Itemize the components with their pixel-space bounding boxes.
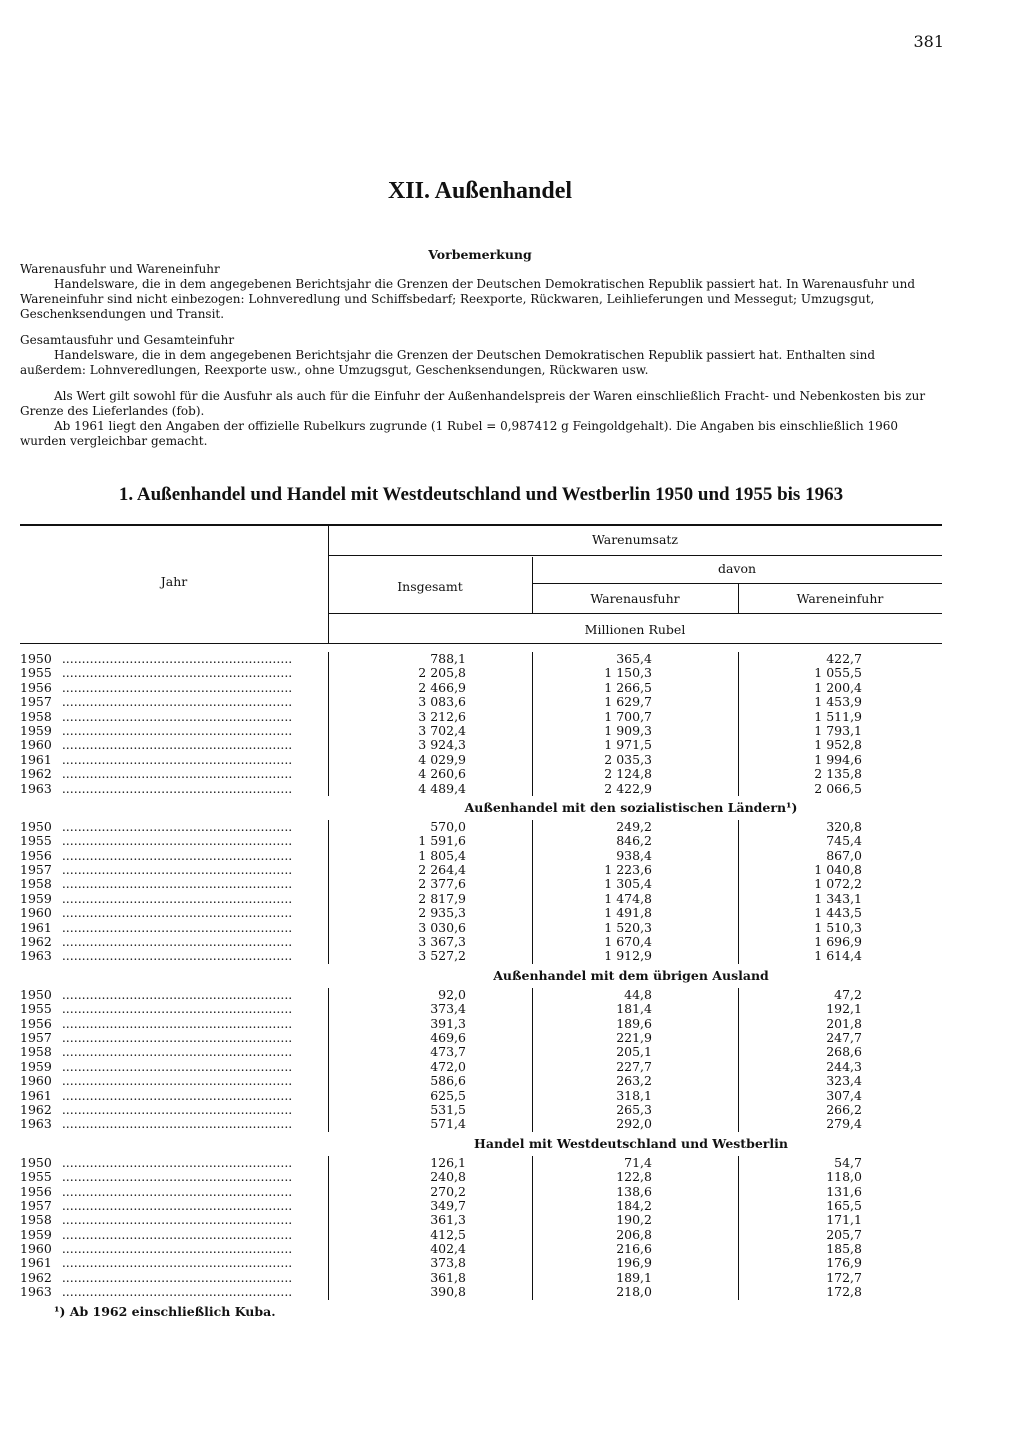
cell-exports: 365,4 bbox=[616, 651, 652, 666]
row-year: 1960 .......................................................... bbox=[20, 1074, 293, 1089]
table-row bbox=[20, 834, 942, 848]
header-unit: Millionen Rubel bbox=[584, 622, 686, 637]
row-year: 1955 .......................................................... bbox=[20, 1002, 293, 1017]
cell-exports: 218,0 bbox=[616, 1284, 652, 1300]
table-row bbox=[20, 1060, 942, 1074]
cell-total: 126,1 bbox=[430, 1154, 466, 1170]
leader-dots: .......................................................... bbox=[61, 1213, 293, 1228]
cell-imports: 165,5 bbox=[826, 1197, 862, 1213]
cell-total: 3 083,6 bbox=[418, 694, 466, 710]
leader-dots: .......................................................... bbox=[61, 723, 293, 738]
leader-dots: .......................................................... bbox=[61, 863, 293, 878]
cell-imports: 47,2 bbox=[834, 986, 862, 1002]
cell-total: 2 377,6 bbox=[418, 876, 466, 892]
leader-dots: .......................................................... bbox=[61, 891, 293, 906]
page-number: 381 bbox=[913, 32, 944, 51]
row-year: 1962 .......................................................... bbox=[20, 935, 293, 950]
cell-exports: 138,6 bbox=[616, 1183, 652, 1199]
table-row bbox=[20, 935, 942, 949]
leader-dots: .......................................................... bbox=[61, 752, 293, 767]
cell-exports: 181,4 bbox=[616, 1001, 652, 1017]
row-year: 1962 .......................................................... bbox=[20, 767, 293, 782]
cell-exports: 292,0 bbox=[616, 1116, 652, 1132]
row-year: 1956 .......................................................... bbox=[20, 680, 293, 695]
row-year: 1959 .......................................................... bbox=[20, 891, 293, 906]
cell-total: 402,4 bbox=[430, 1241, 466, 1257]
cell-exports: 1 670,4 bbox=[604, 934, 652, 950]
cell-imports: 1 072,2 bbox=[814, 876, 862, 892]
cell-imports: 307,4 bbox=[826, 1087, 862, 1103]
cell-total: 2 264,4 bbox=[418, 862, 466, 878]
leader-dots: .......................................................... bbox=[61, 695, 293, 710]
cell-imports: 1 994,6 bbox=[814, 751, 862, 767]
leader-dots: .......................................................... bbox=[61, 1184, 293, 1199]
cell-imports: 192,1 bbox=[826, 1001, 862, 1017]
row-year: 1961 .......................................................... bbox=[20, 920, 293, 935]
cell-imports: 1 510,3 bbox=[814, 919, 862, 935]
leader-dots: .......................................................... bbox=[61, 709, 293, 724]
cell-total: 3 924,3 bbox=[418, 737, 466, 753]
cell-imports: 172,7 bbox=[826, 1269, 862, 1285]
cell-imports: 247,7 bbox=[826, 1029, 862, 1045]
table-row bbox=[20, 1031, 942, 1045]
table-row bbox=[20, 1156, 942, 1170]
row-year: 1959 .......................................................... bbox=[20, 723, 293, 738]
row-year: 1958 .......................................................... bbox=[20, 1045, 293, 1060]
cell-imports: 1 614,4 bbox=[814, 948, 862, 964]
row-year: 1955 .......................................................... bbox=[20, 834, 293, 849]
cell-exports: 205,1 bbox=[616, 1044, 652, 1060]
cell-imports: 205,7 bbox=[826, 1226, 862, 1242]
row-year: 1963 .......................................................... bbox=[20, 781, 293, 796]
row-year: 1957 .......................................................... bbox=[20, 1198, 293, 1213]
cell-imports: 2 135,8 bbox=[814, 766, 862, 782]
cell-exports: 1 971,5 bbox=[604, 737, 652, 753]
cell-total: 373,4 bbox=[430, 1001, 466, 1017]
cell-exports: 190,2 bbox=[616, 1212, 652, 1228]
chapter-title: XII. Außenhandel bbox=[387, 178, 573, 204]
footnote: ¹) Ab 1962 einschließlich Kuba. bbox=[54, 1303, 276, 1319]
cell-imports: 1 952,8 bbox=[814, 737, 862, 753]
table-row bbox=[20, 782, 942, 796]
cell-exports: 44,8 bbox=[624, 986, 652, 1002]
cell-exports: 2 035,3 bbox=[604, 751, 652, 767]
table-row bbox=[20, 1242, 942, 1256]
row-year: 1960 .......................................................... bbox=[20, 738, 293, 753]
cell-total: 2 205,8 bbox=[418, 665, 466, 681]
cell-total: 240,8 bbox=[430, 1169, 466, 1185]
cell-imports: 1 511,9 bbox=[814, 708, 862, 724]
cell-total: 3 527,2 bbox=[418, 948, 466, 964]
leader-dots: .......................................................... bbox=[61, 781, 293, 796]
row-year: 1950 .......................................................... bbox=[20, 1155, 293, 1170]
cell-exports: 189,1 bbox=[616, 1269, 652, 1285]
definition-heading-total: Gesamtausfuhr und Gesamteinfuhr bbox=[20, 333, 235, 347]
cell-total: 2 466,9 bbox=[418, 679, 466, 695]
table-row bbox=[20, 1185, 942, 1199]
cell-total: 531,5 bbox=[430, 1101, 466, 1117]
cell-imports: 1 793,1 bbox=[814, 722, 862, 738]
row-year: 1950 .......................................................... bbox=[20, 652, 293, 666]
cell-total: 373,8 bbox=[430, 1255, 466, 1271]
leader-dots: .......................................................... bbox=[61, 1256, 293, 1271]
leader-dots: .......................................................... bbox=[61, 877, 293, 892]
leader-dots: .......................................................... bbox=[61, 1030, 293, 1045]
cell-exports: 1 150,3 bbox=[604, 665, 652, 681]
cell-total: 2 935,3 bbox=[418, 905, 466, 921]
cell-total: 473,7 bbox=[430, 1044, 466, 1060]
cell-exports: 227,7 bbox=[616, 1058, 652, 1074]
cell-total: 1 805,4 bbox=[418, 847, 466, 863]
cell-exports: 1 474,8 bbox=[604, 890, 652, 906]
table-row bbox=[20, 724, 942, 738]
row-year: 1950 .......................................................... bbox=[20, 819, 293, 834]
cell-imports: 131,6 bbox=[826, 1183, 862, 1199]
table-row bbox=[20, 1002, 942, 1016]
cell-exports: 1 629,7 bbox=[604, 694, 652, 710]
cell-total: 3 212,6 bbox=[418, 708, 466, 724]
table-section bbox=[20, 820, 942, 964]
cell-imports: 201,8 bbox=[826, 1015, 862, 1031]
row-year: 1956 .......................................................... bbox=[20, 1016, 293, 1031]
table-section bbox=[20, 988, 942, 1132]
row-year: 1956 .......................................................... bbox=[20, 1184, 293, 1199]
cell-total: 390,8 bbox=[430, 1284, 466, 1300]
table-row bbox=[20, 695, 942, 709]
row-year: 1961 .......................................................... bbox=[20, 1088, 293, 1103]
cell-imports: 118,0 bbox=[826, 1169, 862, 1185]
row-year: 1959 .......................................................... bbox=[20, 1059, 293, 1074]
table-row bbox=[20, 652, 942, 666]
cell-exports: 265,3 bbox=[616, 1101, 652, 1117]
row-year: 1958 .......................................................... bbox=[20, 1213, 293, 1228]
cell-imports: 1 055,5 bbox=[814, 665, 862, 681]
table-row bbox=[20, 949, 942, 963]
cell-exports: 122,8 bbox=[616, 1169, 652, 1185]
cell-exports: 1 909,3 bbox=[604, 722, 652, 738]
cell-exports: 1 223,6 bbox=[604, 862, 652, 878]
cell-total: 361,3 bbox=[430, 1212, 466, 1228]
leader-dots: .......................................................... bbox=[61, 987, 293, 1002]
cell-exports: 71,4 bbox=[624, 1154, 652, 1170]
valuation-note: Als Wert gilt sowohl für die Ausfuhr als auch für die Einfuhr der Außenhandelspreis der Waren einschließlich Fracht- und Nebenkosten bis zur Grenze des Lieferlandes (fob). bbox=[20, 389, 926, 418]
cell-imports: 320,8 bbox=[826, 818, 862, 834]
cell-total: 3 702,4 bbox=[418, 722, 466, 738]
leader-dots: .......................................................... bbox=[61, 1002, 293, 1017]
table-row bbox=[20, 1256, 942, 1270]
section-title: Außenhandel mit dem übrigen Ausland bbox=[493, 967, 769, 983]
table-row bbox=[20, 863, 942, 877]
cell-exports: 1 700,7 bbox=[604, 708, 652, 724]
table-row bbox=[20, 1213, 942, 1227]
preliminary-remarks bbox=[20, 262, 942, 449]
table-row bbox=[20, 849, 942, 863]
leader-dots: .......................................................... bbox=[61, 949, 293, 964]
table-row bbox=[20, 1117, 942, 1131]
cell-total: 469,6 bbox=[430, 1029, 466, 1045]
row-year: 1960 .......................................................... bbox=[20, 906, 293, 921]
cell-exports: 846,2 bbox=[616, 833, 652, 849]
cell-total: 270,2 bbox=[430, 1183, 466, 1199]
header-total: Insgesamt bbox=[397, 579, 463, 594]
cell-total: 3 030,6 bbox=[418, 919, 466, 935]
row-year: 1957 .......................................................... bbox=[20, 695, 293, 710]
cell-imports: 1 040,8 bbox=[814, 862, 862, 878]
leader-dots: .......................................................... bbox=[61, 1198, 293, 1213]
cell-imports: 176,9 bbox=[826, 1255, 862, 1271]
cell-imports: 422,7 bbox=[826, 651, 862, 666]
leader-dots: .......................................................... bbox=[61, 1117, 293, 1132]
row-year: 1962 .......................................................... bbox=[20, 1270, 293, 1285]
trade-table bbox=[20, 524, 942, 1319]
table-row bbox=[20, 1271, 942, 1285]
leader-dots: .......................................................... bbox=[61, 1285, 293, 1300]
cell-imports: 745,4 bbox=[826, 833, 862, 849]
row-year: 1955 .......................................................... bbox=[20, 1170, 293, 1185]
definition-text-total: Handelsware, die in dem angegebenen Berichtsjahr die Grenzen der Deutschen Demokratischen Republik passiert hat. Enthalten sind außerdem: Lohnveredlungen, Reexporte usw., ohne Umzugsgut, Geschenksendungen, Rückwaren usw. bbox=[20, 348, 876, 377]
definition-heading-export-import: Warenausfuhr und Wareneinfuhr bbox=[20, 262, 220, 276]
cell-total: 4 260,6 bbox=[418, 766, 466, 782]
table-section bbox=[20, 1156, 942, 1300]
row-year: 1958 .......................................................... bbox=[20, 709, 293, 724]
leader-dots: .......................................................... bbox=[61, 848, 293, 863]
table-row bbox=[20, 753, 942, 767]
leader-dots: .......................................................... bbox=[61, 1016, 293, 1031]
cell-exports: 1 912,9 bbox=[604, 948, 652, 964]
cell-total: 92,0 bbox=[438, 986, 466, 1002]
leader-dots: .......................................................... bbox=[61, 1155, 293, 1170]
preliminary-remarks-title: Vorbemerkung bbox=[428, 247, 532, 262]
table-row bbox=[20, 710, 942, 724]
cell-imports: 1 343,1 bbox=[814, 890, 862, 906]
row-year: 1963 .......................................................... bbox=[20, 1117, 293, 1132]
row-year: 1955 .......................................................... bbox=[20, 666, 293, 681]
cell-exports: 2 124,8 bbox=[604, 766, 652, 782]
cell-total: 412,5 bbox=[430, 1226, 466, 1242]
definition-text-export-import: Handelsware, die in dem angegebenen Berichtsjahr die Grenzen der Deutschen Demokratischen Republik passiert hat. In Warenausfuhr und Wareneinfuhr sind nicht einbezogen: Lohnveredlung und Schiffsbedarf; Reexporte, Rückwaren, Leihlieferungen und Messegut; Umzugsgut, Geschenksendungen und Transit. bbox=[20, 277, 916, 321]
leader-dots: .......................................................... bbox=[61, 1045, 293, 1060]
leader-dots: .......................................................... bbox=[61, 1088, 293, 1103]
cell-imports: 867,0 bbox=[826, 847, 862, 863]
table-row bbox=[20, 666, 942, 680]
cell-total: 570,0 bbox=[430, 818, 466, 834]
leader-dots: .......................................................... bbox=[61, 680, 293, 695]
table-section bbox=[20, 652, 942, 796]
cell-total: 349,7 bbox=[430, 1197, 466, 1213]
table-row bbox=[20, 906, 942, 920]
row-year: 1960 .......................................................... bbox=[20, 1242, 293, 1257]
cell-imports: 244,3 bbox=[826, 1058, 862, 1074]
cell-imports: 1 696,9 bbox=[814, 934, 862, 950]
row-year: 1959 .......................................................... bbox=[20, 1227, 293, 1242]
cell-imports: 266,2 bbox=[826, 1101, 862, 1117]
cell-exports: 216,6 bbox=[616, 1241, 652, 1257]
cell-total: 4 489,4 bbox=[418, 780, 466, 796]
table-row bbox=[20, 1199, 942, 1213]
table-body bbox=[20, 644, 942, 1300]
row-year: 1961 .......................................................... bbox=[20, 1256, 293, 1271]
cell-exports: 263,2 bbox=[616, 1073, 652, 1089]
table-header bbox=[20, 524, 942, 644]
table-row bbox=[20, 892, 942, 906]
table-row bbox=[20, 921, 942, 935]
cell-exports: 196,9 bbox=[616, 1255, 652, 1271]
cell-exports: 249,2 bbox=[616, 818, 652, 834]
cell-exports: 1 491,8 bbox=[604, 905, 652, 921]
cell-total: 472,0 bbox=[430, 1058, 466, 1074]
leader-dots: .......................................................... bbox=[61, 1059, 293, 1074]
cell-imports: 268,6 bbox=[826, 1044, 862, 1060]
row-year: 1963 .......................................................... bbox=[20, 1285, 293, 1300]
cell-imports: 172,8 bbox=[826, 1284, 862, 1300]
cell-imports: 1 453,9 bbox=[814, 694, 862, 710]
cell-exports: 318,1 bbox=[616, 1087, 652, 1103]
leader-dots: .......................................................... bbox=[61, 920, 293, 935]
table-row bbox=[20, 1170, 942, 1184]
table-row bbox=[20, 738, 942, 752]
table-row bbox=[20, 1285, 942, 1299]
row-year: 1957 .......................................................... bbox=[20, 863, 293, 878]
section-title: Handel mit Westdeutschland und Westberlin bbox=[474, 1135, 788, 1151]
leader-dots: .......................................................... bbox=[61, 834, 293, 849]
cell-imports: 2 066,5 bbox=[814, 780, 862, 796]
table-row bbox=[20, 1074, 942, 1088]
cell-imports: 323,4 bbox=[826, 1073, 862, 1089]
cell-exports: 1 520,3 bbox=[604, 919, 652, 935]
cell-total: 2 817,9 bbox=[418, 890, 466, 906]
cell-imports: 54,7 bbox=[834, 1154, 862, 1170]
table-row bbox=[20, 1228, 942, 1242]
table-title: 1. Außenhandel und Handel mit Westdeutschland und Westberlin 1950 und 1955 bis 1963 bbox=[118, 484, 844, 505]
cell-exports: 938,4 bbox=[616, 847, 652, 863]
table-row bbox=[20, 1089, 942, 1103]
cell-total: 1 591,6 bbox=[418, 833, 466, 849]
leader-dots: .......................................................... bbox=[61, 906, 293, 921]
cell-imports: 185,8 bbox=[826, 1241, 862, 1257]
cell-imports: 171,1 bbox=[826, 1212, 862, 1228]
cell-imports: 1 200,4 bbox=[814, 679, 862, 695]
table-row bbox=[20, 767, 942, 781]
exchange-rate-note: Ab 1961 liegt den Angaben der offizielle Rubelkurs zugrunde (1 Rubel = 0,987412 g Feingoldgehalt). Die Angaben bis einschließlich 1960 wurden vergleichbar gemacht. bbox=[20, 419, 899, 448]
cell-exports: 1 266,5 bbox=[604, 679, 652, 695]
header-exports: Warenausfuhr bbox=[590, 591, 680, 606]
leader-dots: .......................................................... bbox=[61, 767, 293, 782]
leader-dots: .......................................................... bbox=[61, 1074, 293, 1089]
leader-dots: .......................................................... bbox=[61, 1242, 293, 1257]
cell-total: 788,1 bbox=[430, 651, 466, 666]
cell-total: 391,3 bbox=[430, 1015, 466, 1031]
section-title: Außenhandel mit den sozialistischen Ländern¹) bbox=[464, 799, 798, 815]
header-turnover: Warenumsatz bbox=[591, 532, 679, 547]
cell-total: 361,8 bbox=[430, 1269, 466, 1285]
cell-total: 625,5 bbox=[430, 1087, 466, 1103]
table-row bbox=[20, 820, 942, 834]
leader-dots: .......................................................... bbox=[61, 652, 293, 666]
row-year: 1961 .......................................................... bbox=[20, 752, 293, 767]
cell-total: 586,6 bbox=[430, 1073, 466, 1089]
cell-exports: 2 422,9 bbox=[604, 780, 652, 796]
cell-exports: 184,2 bbox=[616, 1197, 652, 1213]
header-year: Jahr bbox=[160, 574, 188, 589]
leader-dots: .......................................................... bbox=[61, 1170, 293, 1185]
row-year: 1963 .......................................................... bbox=[20, 949, 293, 964]
cell-total: 4 029,9 bbox=[418, 751, 466, 767]
table-row bbox=[20, 681, 942, 695]
leader-dots: .......................................................... bbox=[61, 819, 293, 834]
table-row bbox=[20, 877, 942, 891]
cell-exports: 206,8 bbox=[616, 1226, 652, 1242]
cell-total: 571,4 bbox=[430, 1116, 466, 1132]
cell-imports: 279,4 bbox=[826, 1116, 862, 1132]
row-year: 1962 .......................................................... bbox=[20, 1102, 293, 1117]
cell-exports: 221,9 bbox=[616, 1029, 652, 1045]
leader-dots: .......................................................... bbox=[61, 1102, 293, 1117]
table-row bbox=[20, 988, 942, 1002]
leader-dots: .......................................................... bbox=[61, 738, 293, 753]
leader-dots: .......................................................... bbox=[61, 935, 293, 950]
table-row bbox=[20, 1017, 942, 1031]
leader-dots: .......................................................... bbox=[61, 1270, 293, 1285]
row-year: 1958 .......................................................... bbox=[20, 877, 293, 892]
table-row bbox=[20, 1103, 942, 1117]
header-imports: Wareneinfuhr bbox=[796, 591, 884, 606]
cell-exports: 189,6 bbox=[616, 1015, 652, 1031]
table-row bbox=[20, 1045, 942, 1059]
row-year: 1957 .......................................................... bbox=[20, 1030, 293, 1045]
cell-imports: 1 443,5 bbox=[814, 905, 862, 921]
row-year: 1950 .......................................................... bbox=[20, 987, 293, 1002]
row-year: 1956 .......................................................... bbox=[20, 848, 293, 863]
cell-exports: 1 305,4 bbox=[604, 876, 652, 892]
header-of-which: davon bbox=[717, 561, 757, 576]
cell-total: 3 367,3 bbox=[418, 934, 466, 950]
leader-dots: .......................................................... bbox=[61, 1227, 293, 1242]
leader-dots: .......................................................... bbox=[61, 666, 293, 681]
